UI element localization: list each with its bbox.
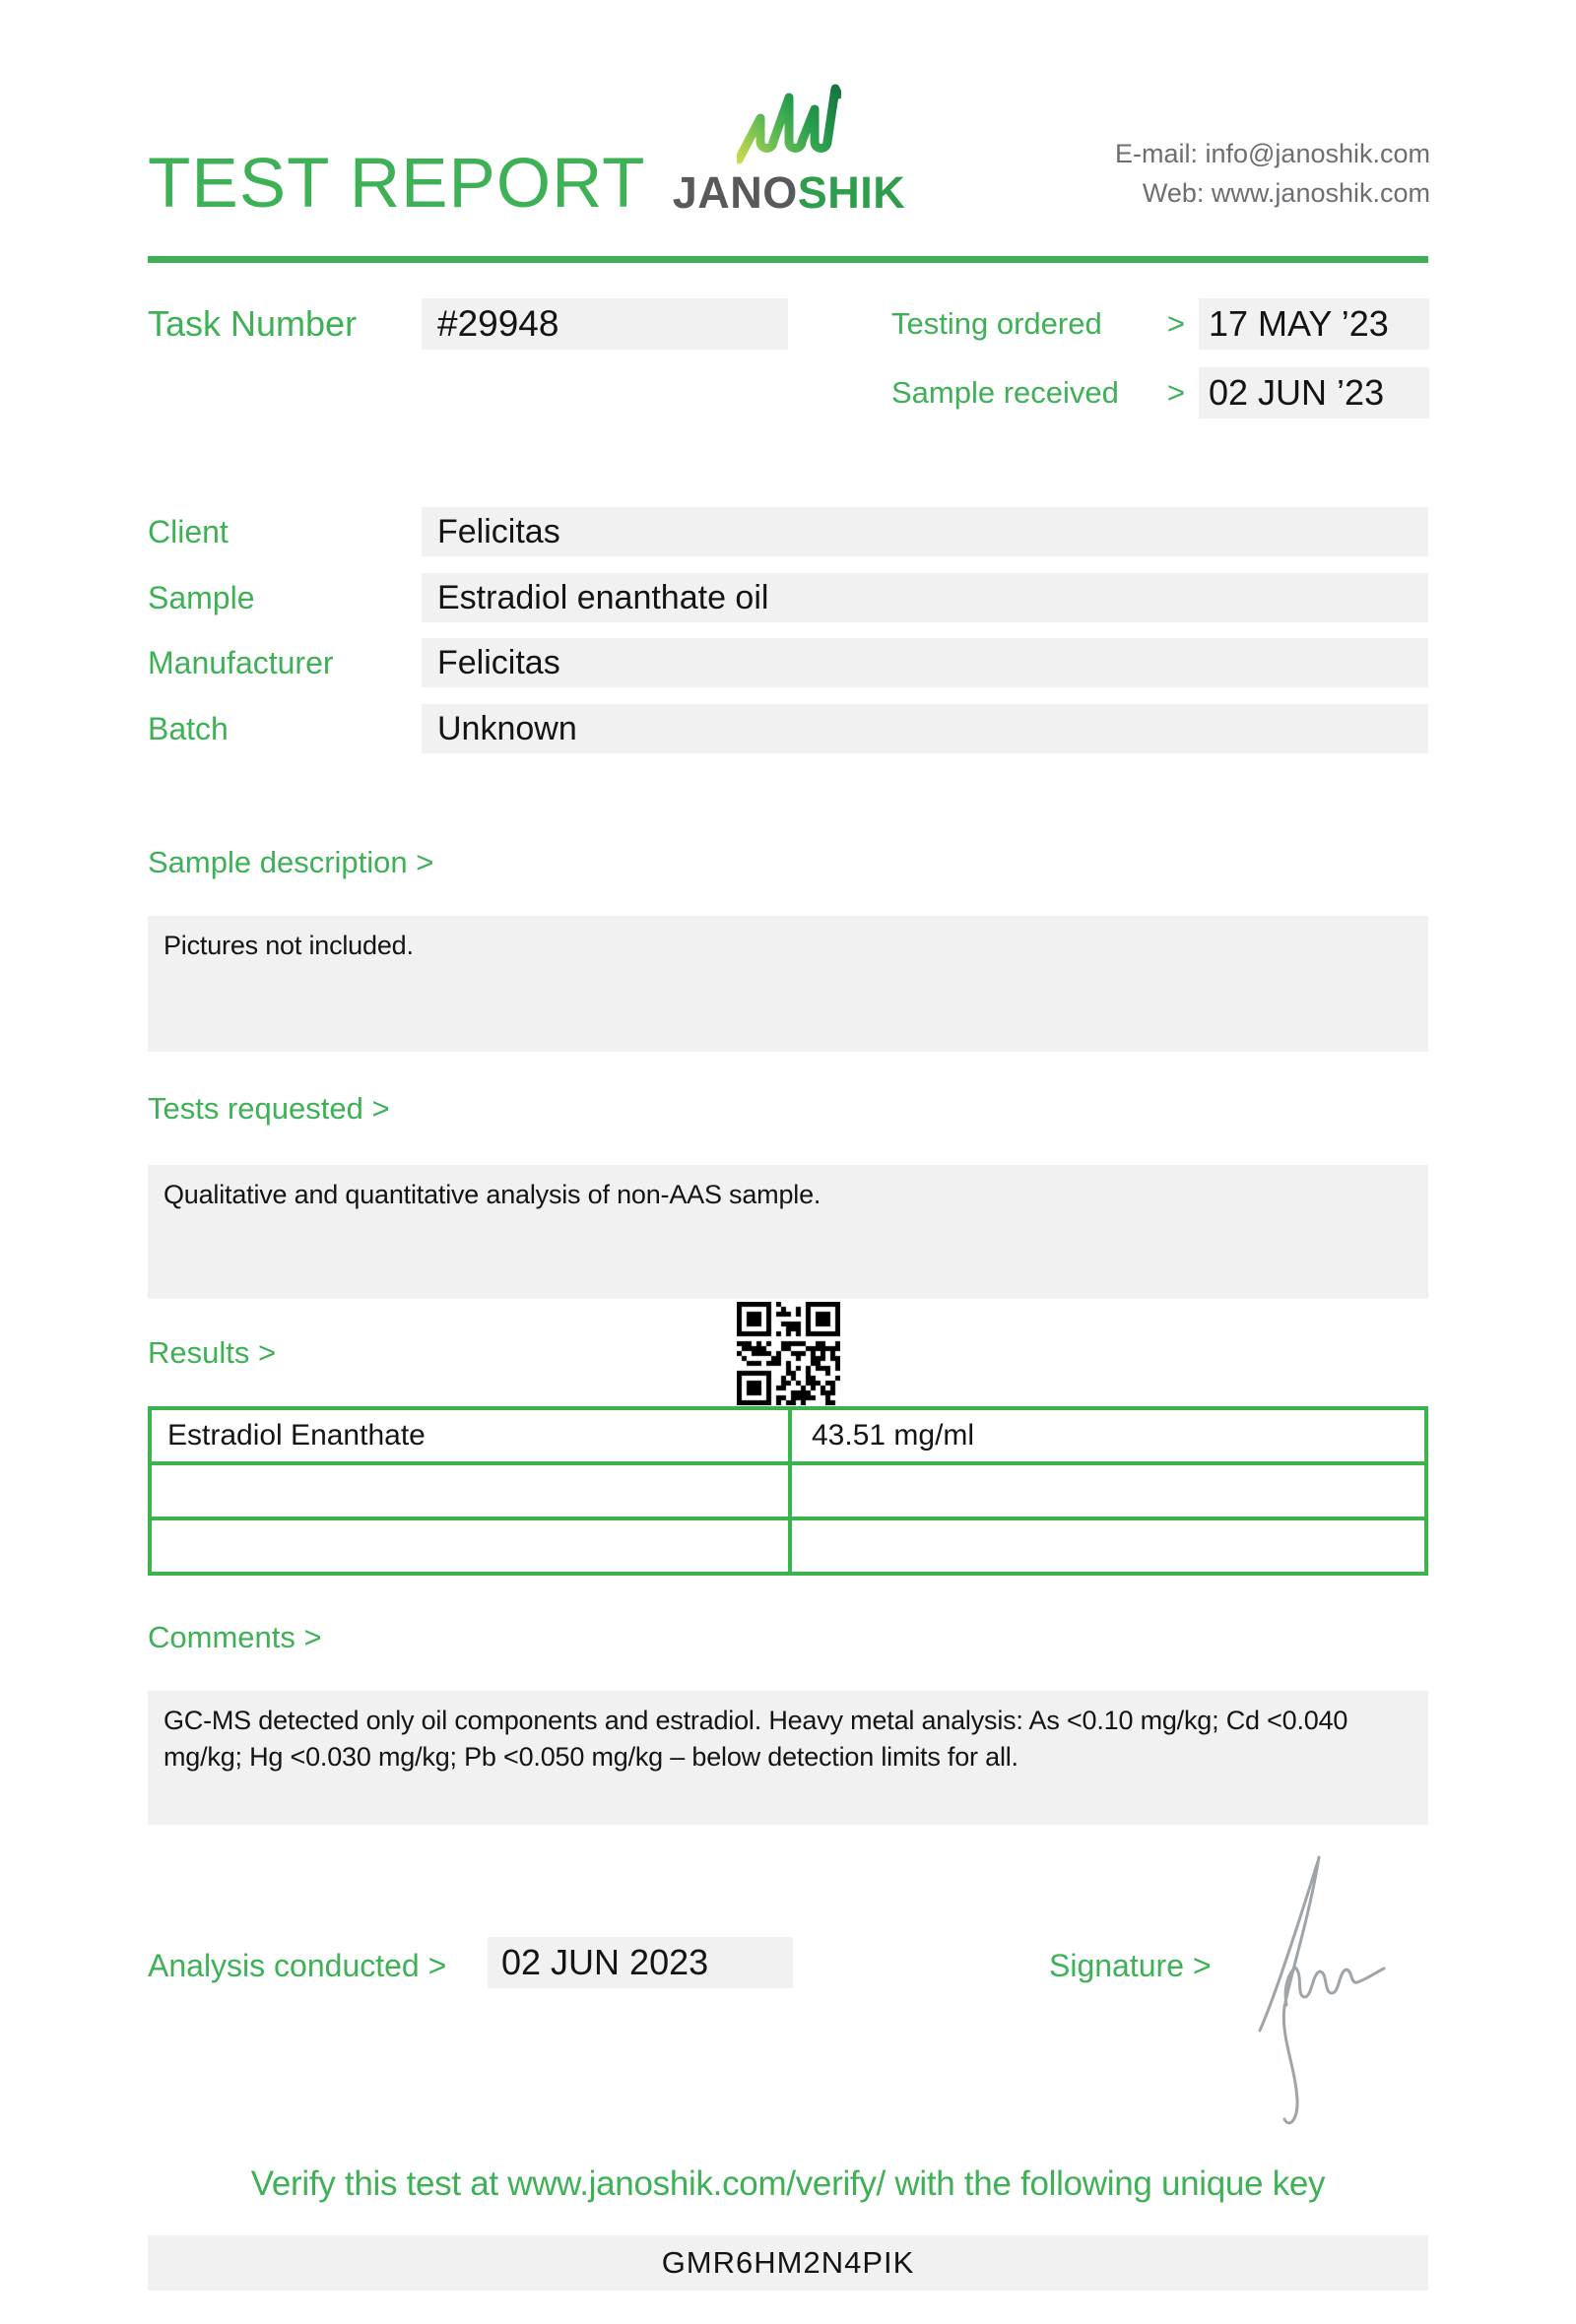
logo-text-shik: SHIK xyxy=(797,167,906,218)
qr-code xyxy=(737,1302,840,1405)
comments-text: GC-MS detected only oil components and estradiol. Heavy metal analysis: As <0.10 mg/kg; Cd <0.040 mg/kg; Hg <0.030 mg/kg; Pb <0.050 mg/kg – below detection limits for all. xyxy=(164,1706,1348,1772)
result-value-cell xyxy=(792,1520,1424,1572)
client-field xyxy=(422,507,1428,556)
testing-ordered-field xyxy=(1199,298,1429,350)
analysis-date-field xyxy=(488,1937,793,1988)
sample-label: Sample xyxy=(148,579,255,615)
task-number-label: Task Number xyxy=(148,303,358,344)
tests-requested-heading: Tests requested > xyxy=(148,1091,390,1126)
verify-instruction: Verify this test at www.janoshik.com/verify/ with the following unique key xyxy=(250,2164,1326,2203)
client-value: Felicitas xyxy=(437,512,560,550)
batch-label: Batch xyxy=(148,710,229,746)
results-table-row xyxy=(152,1410,1424,1461)
sample-description-box xyxy=(148,916,1428,1052)
signature-image xyxy=(1236,1828,1463,2143)
results-table-row xyxy=(152,1461,1424,1517)
janoshik-logo-icon xyxy=(737,83,841,165)
analysis-conducted-label: Analysis conducted > xyxy=(148,1948,447,1983)
email-line xyxy=(1115,134,1430,173)
sample-row xyxy=(148,573,1428,622)
sample-field xyxy=(422,573,1428,622)
chevron-right-icon: > xyxy=(1166,306,1185,341)
tests-requested-box xyxy=(148,1165,1428,1299)
client-label: Client xyxy=(148,513,229,549)
comments-heading: Comments > xyxy=(148,1620,322,1654)
sample-received-value: 02 JUN ’23 xyxy=(1209,372,1385,413)
testing-ordered-label: Testing ordered xyxy=(891,306,1102,341)
batch-field xyxy=(422,704,1428,753)
results-table-row xyxy=(152,1517,1424,1572)
report-title: TEST REPORT xyxy=(148,145,646,223)
task-number-field xyxy=(422,298,788,350)
result-analyte-cell xyxy=(152,1465,792,1517)
results-table xyxy=(148,1406,1428,1576)
contact-block xyxy=(1115,134,1430,213)
signature-label: Signature > xyxy=(1049,1948,1212,1983)
sample-received-field xyxy=(1199,367,1429,419)
result-analyte-cell xyxy=(152,1520,792,1572)
janoshik-logo-text xyxy=(660,167,918,219)
client-row xyxy=(148,507,1428,556)
testing-ordered-value: 17 MAY ’23 xyxy=(1209,303,1389,344)
web-value: www.janoshik.com xyxy=(1211,178,1430,208)
web-label: Web: xyxy=(1142,178,1205,208)
result-value-cell xyxy=(792,1465,1424,1517)
email-label: E-mail: xyxy=(1114,139,1198,168)
header-divider xyxy=(148,256,1428,263)
result-analyte-cell: Estradiol Enanthate xyxy=(152,1410,792,1461)
manufacturer-field xyxy=(422,638,1428,687)
manufacturer-label: Manufacturer xyxy=(148,644,334,680)
results-heading: Results > xyxy=(148,1335,277,1370)
manufacturer-value: Felicitas xyxy=(437,643,560,681)
sample-description-text: Pictures not included. xyxy=(164,931,414,960)
result-value-cell: 43.51 mg/ml xyxy=(812,1419,975,1452)
web-line xyxy=(1115,173,1430,213)
logo-text-jano: JANO xyxy=(672,167,798,218)
batch-row xyxy=(148,704,1428,753)
testing-ordered-row xyxy=(891,298,1429,350)
sample-received-row xyxy=(891,367,1429,419)
email-value: info@janoshik.com xyxy=(1205,139,1430,168)
sample-description-heading: Sample description > xyxy=(148,845,434,879)
tests-requested-text: Qualitative and quantitative analysis of non-AAS sample. xyxy=(164,1180,821,1209)
chevron-right-icon: > xyxy=(1166,375,1185,410)
comments-box xyxy=(148,1691,1428,1825)
sample-value: Estradiol enanthate oil xyxy=(437,578,769,616)
unique-key-box xyxy=(148,2235,1428,2291)
batch-value: Unknown xyxy=(437,709,577,747)
task-number-value: #29948 xyxy=(437,303,559,344)
unique-key-value: GMR6HM2N4PIK xyxy=(661,2245,915,2280)
analysis-date-value: 02 JUN 2023 xyxy=(501,1942,709,1982)
sample-received-label: Sample received xyxy=(891,375,1119,410)
manufacturer-row xyxy=(148,638,1428,687)
